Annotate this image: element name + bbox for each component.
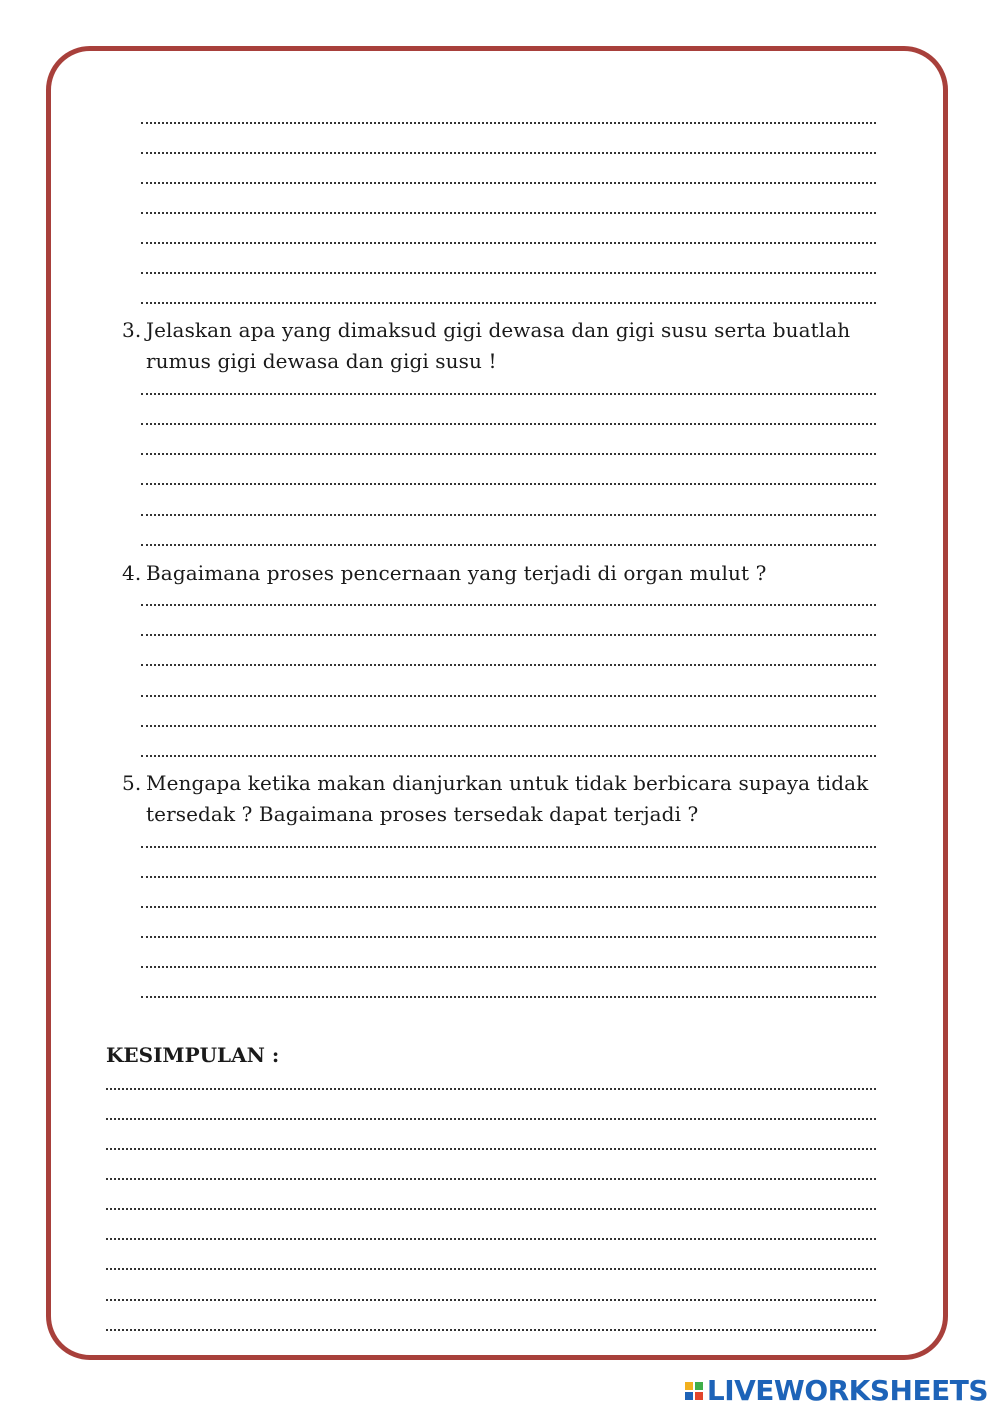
answer-line[interactable] <box>141 122 876 124</box>
question-4 <box>122 558 767 589</box>
question-3 <box>122 315 851 377</box>
question-5 <box>122 768 869 830</box>
answer-line[interactable] <box>141 876 876 878</box>
answer-line[interactable] <box>141 755 876 757</box>
answer-line[interactable] <box>141 846 876 848</box>
answer-line[interactable] <box>141 996 876 998</box>
conclusion-line[interactable] <box>106 1148 876 1150</box>
answer-line[interactable] <box>141 936 876 938</box>
answer-line[interactable] <box>141 695 876 697</box>
answer-line[interactable] <box>141 272 876 274</box>
question-number: 4. <box>122 561 142 585</box>
question-text: Bagaimana proses pencernaan yang terjadi di organ mulut ? <box>146 561 767 585</box>
answer-line[interactable] <box>141 604 876 606</box>
answer-line[interactable] <box>141 423 876 425</box>
answer-line[interactable] <box>141 152 876 154</box>
conclusion-line[interactable] <box>106 1329 876 1331</box>
liveworksheets-brand <box>685 1374 988 1407</box>
conclusion-line[interactable] <box>106 1268 876 1270</box>
answer-line[interactable] <box>141 483 876 485</box>
conclusion-line[interactable] <box>106 1088 876 1090</box>
question-text: Mengapa ketika makan dianjurkan untuk tidak berbicara supaya tidak <box>146 771 869 795</box>
question-text: tersedak ? Bagaimana proses tersedak dapat terjadi ? <box>146 802 699 826</box>
conclusion-line[interactable] <box>106 1299 876 1301</box>
answer-line[interactable] <box>141 242 876 244</box>
question-text: Jelaskan apa yang dimaksud gigi dewasa dan gigi susu serta buatlah <box>146 318 851 342</box>
conclusion-line[interactable] <box>106 1238 876 1240</box>
answer-line[interactable] <box>141 725 876 727</box>
conclusion-heading: KESIMPULAN : <box>106 1043 280 1067</box>
question-number: 3. <box>122 318 142 342</box>
answer-line[interactable] <box>141 664 876 666</box>
conclusion-line[interactable] <box>106 1118 876 1120</box>
answer-line[interactable] <box>141 393 876 395</box>
answer-line[interactable] <box>141 634 876 636</box>
answer-line[interactable] <box>141 212 876 214</box>
liveworksheets-logo-icon <box>685 1382 703 1400</box>
answer-line[interactable] <box>141 906 876 908</box>
answer-line[interactable] <box>141 182 876 184</box>
answer-line[interactable] <box>141 514 876 516</box>
answer-line[interactable] <box>141 302 876 304</box>
conclusion-line[interactable] <box>106 1178 876 1180</box>
question-number: 5. <box>122 771 142 795</box>
conclusion-line[interactable] <box>106 1208 876 1210</box>
answer-line[interactable] <box>141 544 876 546</box>
answer-line[interactable] <box>141 453 876 455</box>
question-text: rumus gigi dewasa dan gigi susu ! <box>146 349 497 373</box>
answer-line[interactable] <box>141 966 876 968</box>
brand-name: LIVEWORKSHEETS <box>706 1374 988 1407</box>
